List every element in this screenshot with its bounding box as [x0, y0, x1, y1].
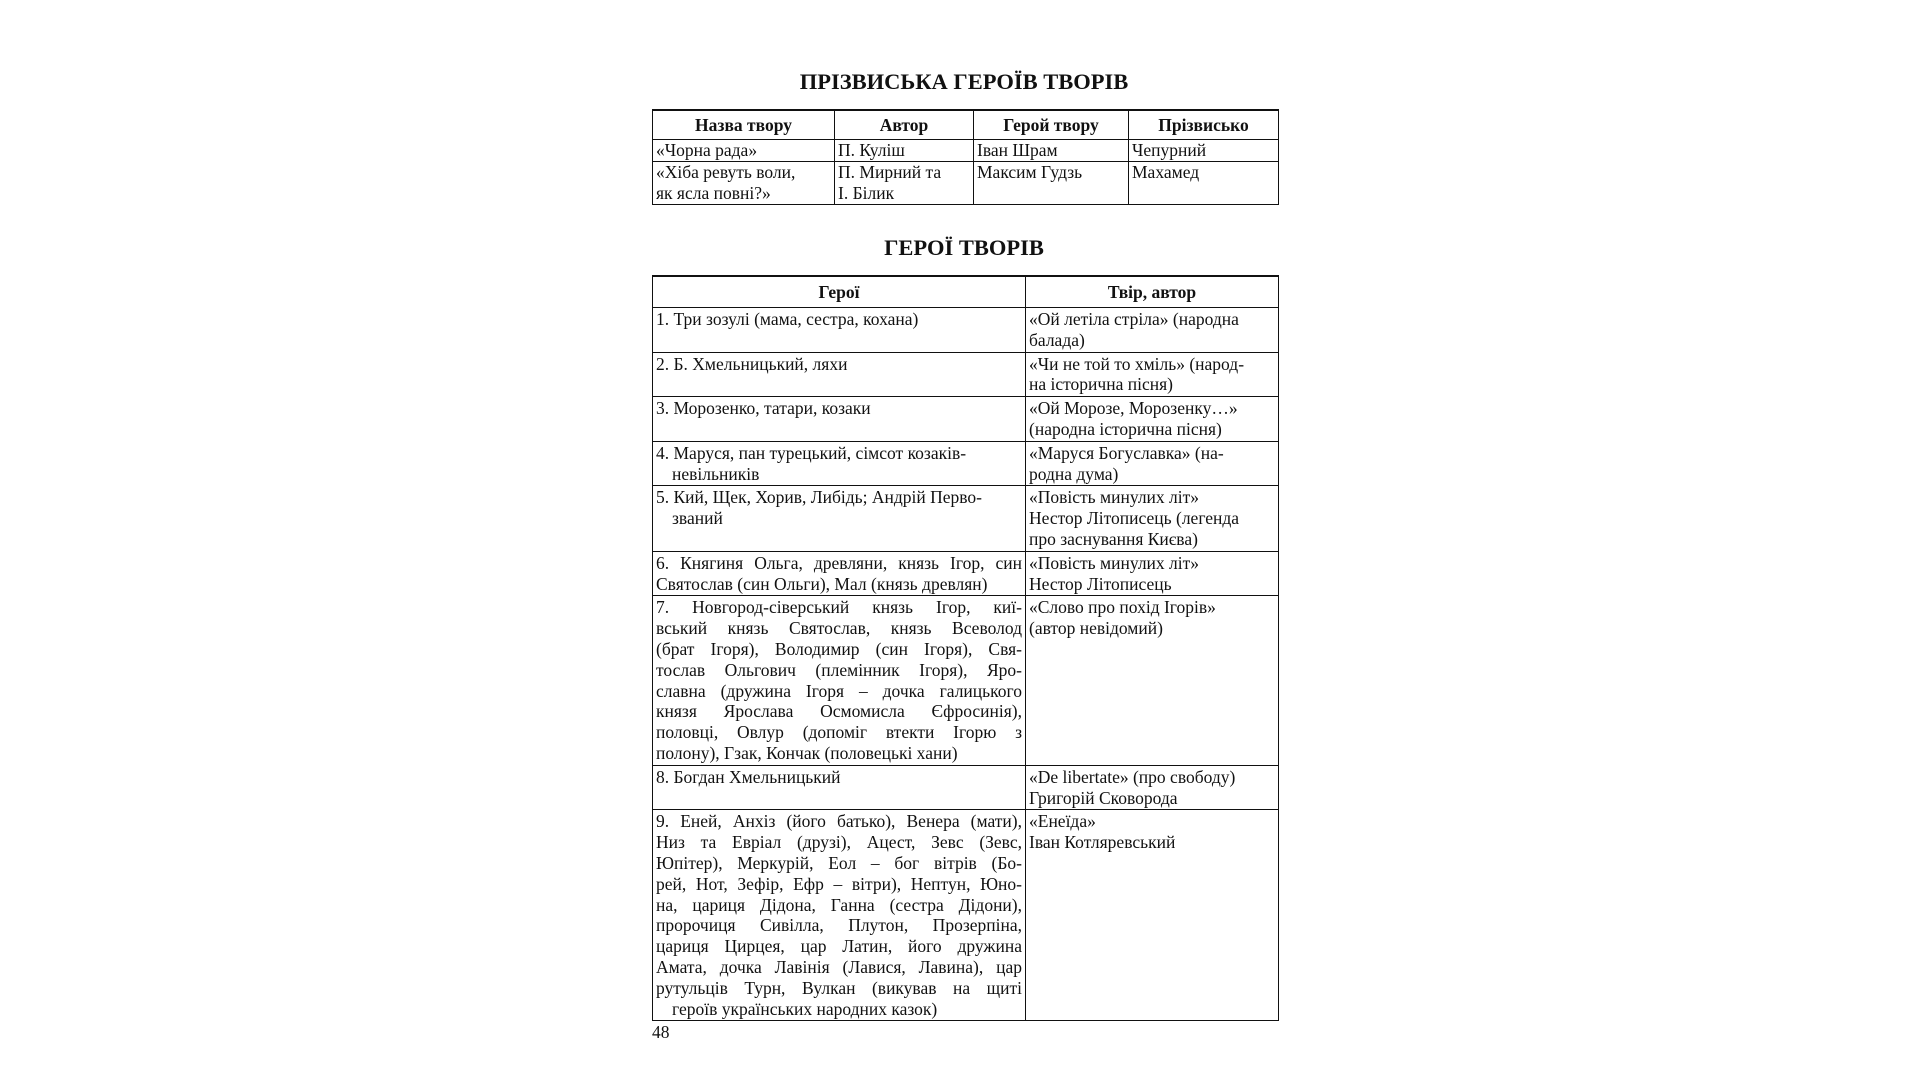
- book-page: [650, 0, 1278, 1080]
- cell-work: «Хіба ревуть воли, як ясла повні?»: [653, 161, 835, 204]
- cell-author: П. Мирний та І. Білик: [835, 161, 974, 204]
- table-row: [653, 352, 1279, 397]
- cell-work-author: «Маруся Богуславка» (на- родна дума): [1026, 441, 1279, 486]
- cell-author: П. Куліш: [835, 140, 974, 162]
- column-header-nickname: Прізвисько: [1129, 110, 1279, 140]
- cell-work-author: «Слово про похід Ігорів» (автор невідомий): [1026, 596, 1279, 765]
- cell-heroes: 2. Б. Хмельницький, ляхи: [653, 352, 1026, 397]
- cell-work-author: «De libertate» (про свободу) Григорій Сковорода: [1026, 765, 1279, 810]
- nicknames-table: [652, 109, 1279, 205]
- column-header-work-title: Назва твору: [653, 110, 835, 140]
- table-row: [653, 140, 1279, 162]
- table-row: [653, 765, 1279, 810]
- table-header-row: [653, 276, 1279, 308]
- cell-heroes: 5. Кий, Щек, Хорив, Либідь; Андрій Перво- званий: [653, 486, 1026, 551]
- table-row: [653, 596, 1279, 765]
- table-row: [653, 397, 1279, 442]
- cell-heroes: 8. Богдан Хмельницький: [653, 765, 1026, 810]
- cell-work-author: «Енеїда» Іван Котляревський: [1026, 810, 1279, 1021]
- column-header-work-author: Твір, автор: [1026, 276, 1279, 308]
- cell-work: «Чорна рада»: [653, 140, 835, 162]
- cell-heroes: 7. Новгород-сіверський князь Ігор, киї- вський князь Святослав, князь Всеволод (брат Ігоря), Володимир (син Ігоря), Свя- тослав Ольгович (племінник Ігоря), Яро- славна (дружина Ігоря – дочка галицького князя Ярослава Осмомисла Єфросинія), половці, Овлур (допоміг втекти Ігорю з полону), Гзак, Кончак (половецькі хани): [653, 596, 1026, 765]
- cell-hero: Максим Гудзь: [974, 161, 1129, 204]
- cell-work-author: «Ой Морозе, Морозенку…» (народна історична пісня): [1026, 397, 1279, 442]
- section-title-heroes: ГЕРОЇ ТВОРІВ: [884, 235, 1044, 260]
- table-row: [653, 161, 1279, 204]
- cell-heroes: 1. Три зозулі (мама, сестра, кохана): [653, 308, 1026, 353]
- column-header-author: Автор: [835, 110, 974, 140]
- heroes-table: [652, 275, 1279, 1021]
- table-row: [653, 810, 1279, 1021]
- cell-heroes: 4. Маруся, пан турецький, сімсот козаків- невільників: [653, 441, 1026, 486]
- table-header-row: [653, 110, 1279, 140]
- table-row: [653, 486, 1279, 551]
- table-row: [653, 308, 1279, 353]
- cell-work-author: «Ой летіла стріла» (народна балада): [1026, 308, 1279, 353]
- cell-work-author: «Чи не той то хміль» (народ- на історична пісня): [1026, 352, 1279, 397]
- cell-heroes: 3. Морозенко, татари, козаки: [653, 397, 1026, 442]
- cell-work-author: «Повість минулих літ» Нестор Літописець (легенда про заснування Києва): [1026, 486, 1279, 551]
- cell-heroes: 6. Княгиня Ольга, древляни, князь Ігор, син Святослав (син Ольги), Мал (князь древлян): [653, 551, 1026, 596]
- page-number: 48: [652, 1022, 670, 1042]
- section-title-nicknames: ПРІЗВИСЬКА ГЕРОЇВ ТВОРІВ: [799, 69, 1129, 94]
- column-header-hero: Герой твору: [974, 110, 1129, 140]
- cell-work-author: «Повість минулих літ» Нестор Літописець: [1026, 551, 1279, 596]
- cell-nickname: Чепурний: [1129, 140, 1279, 162]
- table-row: [653, 441, 1279, 486]
- cell-hero: Іван Шрам: [974, 140, 1129, 162]
- cell-nickname: Махамед: [1129, 161, 1279, 204]
- table-row: [653, 551, 1279, 596]
- cell-heroes: 9. Еней, Анхіз (його батько), Венера (мати), Низ та Евріал (друзі), Ацест, Зевс (Зевс, Юпітер), Меркурій, Еол – бог вітрів (Бо- рей, Нот, Зефір, Ефр – вітри), Нептун, Юно- на, цариця Дідона, Ганна (сестра Дідони), пророчиця Сивілла, Плутон, Прозерпіна, цариця Цирцея, цар Латин, його дружина Амата, дочка Лавінія (Лавися, Лавина), цар рутульців Турн, Вулкан (викував на щиті героїв українських народних казок): [653, 810, 1026, 1021]
- column-header-heroes: Герої: [653, 276, 1026, 308]
